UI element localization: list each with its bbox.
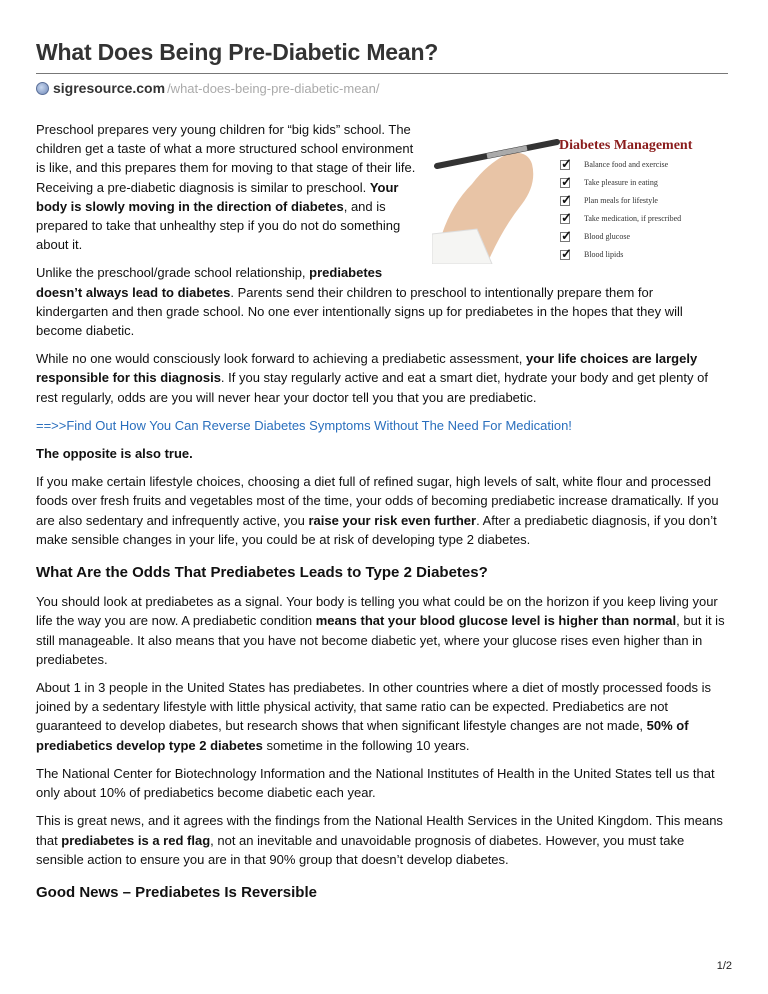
paragraph: Unlike the preschool/grade school relationship, prediabetes doesn’t always lead to diabetes. Parents send their children to preschool to intentionally prepare them for kindergarten and then grade school. No one ever intentionally signs up for prediabetes in the hopes that they will become diabetic.: [36, 265, 683, 339]
title-divider: [36, 73, 728, 74]
globe-icon: [36, 82, 49, 95]
paragraph: If you make certain lifestyle choices, choosing a diet full of refined sugar, high levels of salt, white flour and processed foods over fresh fruits and vegetables most of the time, your odds of becoming prediabetic increase dramatically. If you are also sedentary and infrequently active, you raise your risk even further. After a prediabetic diagnosis, if you don’t make sensible changes in your life, you could be at risk of developing type 2 diabetes.: [36, 474, 719, 547]
diabetes-management-image: [432, 114, 728, 264]
checkbox-checked-icon: [560, 250, 570, 260]
paragraph: This is great news, and it agrees with the findings from the National Health Services in the United Kingdom. This means that prediabetes is a red flag, not an inevitable and unavoidable prognosis of diabetes. However, you must take sensible action to ensure you are in that 90% group that doesn’t develop diabetes.: [36, 813, 723, 867]
checkbox-checked-icon: [560, 160, 570, 170]
article-body: [36, 120, 728, 912]
page-number: 1/2: [716, 960, 732, 972]
checklist-item: ✓ Plan meals for lifestyle: [560, 192, 681, 210]
checklist: [560, 156, 681, 264]
checklist-item: ✓ Balance food and exercise: [560, 156, 681, 174]
checkbox-checked-icon: [560, 196, 570, 206]
paragraph: While no one would consciously look forward to achieving a prediabetic assessment, your life choices are largely responsible for this diagnosis. If you stay regularly active and eat a smart diet, hydrate your body and get plenty of rest regularly, odds are you will never hear your doctor tell you that you are prediabetic.: [36, 351, 708, 405]
paragraph: The National Center for Biotechnology Information and the National Institutes of Health in the United States tell us that only about 10% of prediabetics become diabetic each year.: [36, 765, 715, 801]
paragraph: You should look at prediabetes as a signal. Your body is telling you what could be on the horizon if you keep living your life the way you are now. A prediabetic condition means that your blood glucose level is higher than normal, but it is still manageable. It also means that you have not become diabetic yet, where your glucose rises even higher than in prediabetes.: [36, 594, 725, 667]
source-path[interactable]: /what-does-being-pre-diabetic-mean/: [167, 80, 380, 96]
section-heading: What Are the Odds That Prediabetes Leads to Type 2 Diabetes?: [36, 564, 488, 582]
paragraph: Preschool prepares very young children for “big kids” school. The children get a taste of what a more structured school environment is like, and this prepares them for moving to that stage of their life. Receiving a pre-diabetic diagnosis is similar to preschool. Your body is slowly moving in the direction of diabetes, and is prepared to take that unhealthy step if you do not do something about it.: [36, 122, 416, 253]
checkbox-checked-icon: [560, 214, 570, 224]
image-title: Diabetes Management: [559, 138, 693, 153]
hand-with-pen-icon: [432, 124, 562, 264]
page-title: What Does Being Pre-Diabetic Mean?: [36, 39, 439, 65]
source-domain[interactable]: sigresource.com: [53, 80, 166, 96]
paragraph: [36, 416, 728, 435]
checklist-item: ✓ Blood glucose: [560, 228, 681, 246]
checklist-item: ✓ Blood lipids: [560, 246, 681, 264]
paragraph: About 1 in 3 people in the United States has prediabetes. In other countries where a diet of mostly processed foods is joined by a sedentary lifestyle with little physical activity, that same ratio can be expected. Prediabetics are not guaranteed to develop diabetes, but research shows that when significant lifestyle changes are not made, 50% of prediabetics develop type 2 diabetes sometime in the following 10 years.: [36, 680, 711, 753]
source-line: [36, 80, 380, 96]
section-heading: Good News – Prediabetes Is Reversible: [36, 883, 317, 901]
reverse-diabetes-link[interactable]: ==>>Find Out How You Can Reverse Diabetes Symptoms Without The Need For Medication!: [36, 417, 572, 433]
checkbox-checked-icon: [560, 178, 570, 188]
paragraph: The opposite is also true.: [36, 446, 193, 462]
checklist-item: ✓ Take medication, if prescribed: [560, 210, 681, 228]
checklist-item: ✓ Take pleasure in eating: [560, 174, 681, 192]
checkbox-checked-icon: [560, 232, 570, 242]
